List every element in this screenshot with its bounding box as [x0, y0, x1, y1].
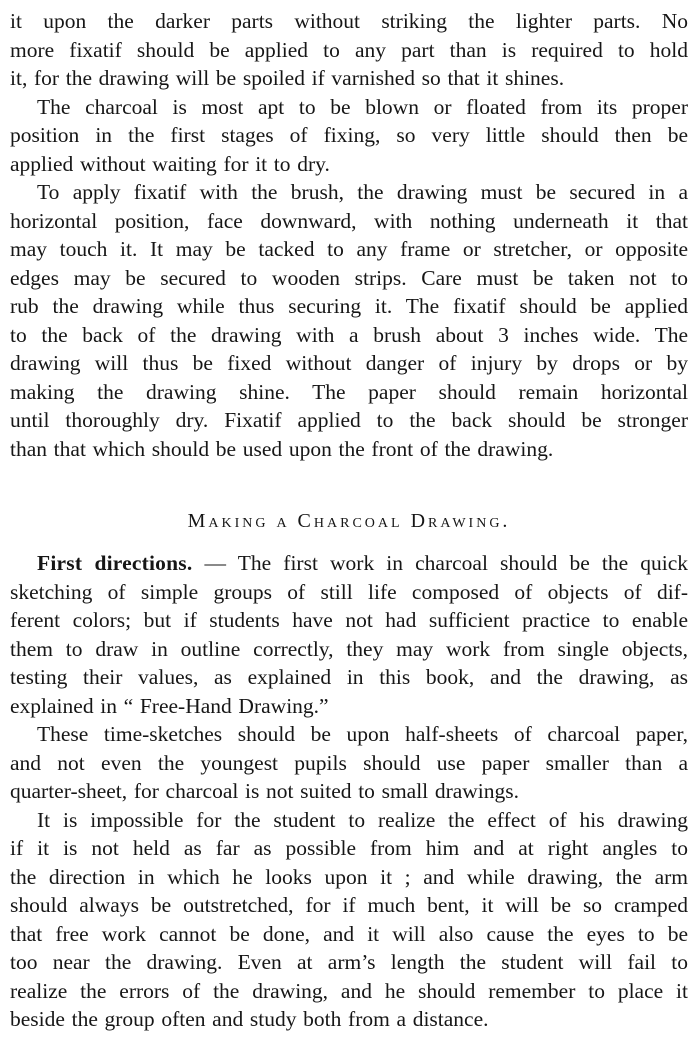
- text-line: beside the group often and study both from a distance.: [10, 1007, 489, 1031]
- text-line: explained in “ Free-Hand Drawing.”: [10, 693, 329, 718]
- text-line: may touch it. It may be tacked to any frame or stretcher, or opposite: [10, 237, 688, 261]
- text-line: edges may be secured to wooden strips. Care must be taken not to: [10, 265, 688, 290]
- text-line: too near the drawing. Even at arm’s length the student will fail to: [10, 950, 688, 974]
- text-line: and not even the youngest pupils should use paper smaller than a: [10, 750, 688, 775]
- paragraph: [10, 720, 688, 806]
- lead-phrase: First directions.: [37, 551, 193, 575]
- text-line: should always be outstretched, for if much bent, it will be so cramped: [10, 893, 688, 917]
- paragraph: [10, 806, 688, 1034]
- text-line: it upon the darker parts without striking the lighter parts. No: [10, 9, 688, 33]
- text-line: realize the errors of the drawing, and he should remember to place it: [10, 978, 688, 1003]
- text-line: to the back of the drawing with a brush about 3 inches wide. The: [10, 322, 688, 347]
- text-line: the direction in which he looks upon it ; and while drawing, the arm: [10, 864, 688, 889]
- text-line: it, for the drawing will be spoiled if varnished so that it shines.: [10, 66, 565, 90]
- paragraph: [10, 7, 688, 93]
- text-line: testing their values, as explained in this book, and the drawing, as: [10, 665, 688, 689]
- text-line: rub the drawing while thus securing it. The fixatif should be applied: [10, 294, 688, 318]
- text-line: horizontal position, face downward, with nothing underneath it that: [10, 208, 688, 233]
- text-line: quarter-sheet, for charcoal is not suited to small drawings.: [10, 779, 520, 803]
- text-line: more fixatif should be applied to any part than is required to hold: [10, 37, 688, 62]
- text-line: These time-sketches should be upon half-sheets of charcoal paper,: [37, 722, 688, 746]
- text-line: The charcoal is most apt to be blown or floated from its proper: [37, 94, 688, 119]
- section-heading: Making a Charcoal Drawing.: [187, 510, 511, 532]
- text-line: It is impossible for the student to realize the effect of his drawing: [37, 807, 688, 832]
- text-line: than that which should be used upon the front of the drawing.: [10, 436, 554, 461]
- text-line: if it is not held as far as possible from him and at right angles to: [10, 836, 688, 860]
- text-line: [10, 549, 688, 578]
- text-line: them to draw in outline correctly, they may work from single objects,: [10, 636, 688, 661]
- text-run: — The first work in charcoal should be the quick: [192, 551, 688, 575]
- text-line: that free work cannot be done, and it will also cause the eyes to be: [10, 921, 688, 946]
- text-line: drawing will thus be fixed without danger of injury by drops or by: [10, 351, 688, 375]
- text-line: sketching of simple groups of still life composed of objects of dif-: [10, 579, 688, 604]
- text-line: making the drawing shine. The paper should remain horizontal: [10, 379, 688, 404]
- text-line: applied without waiting for it to dry.: [10, 151, 330, 176]
- paragraph: [10, 549, 688, 720]
- text-line: until thoroughly dry. Fixatif applied to the back should be stronger: [10, 408, 688, 432]
- text-line: To apply fixatif with the brush, the drawing must be secured in a: [37, 180, 688, 204]
- text-line: ferent colors; but if students have not had sufficient practice to enable: [10, 608, 688, 632]
- paragraph: [10, 178, 688, 463]
- paragraph: [10, 93, 688, 179]
- text-line: position in the first stages of fixing, so very little should then be: [10, 123, 688, 147]
